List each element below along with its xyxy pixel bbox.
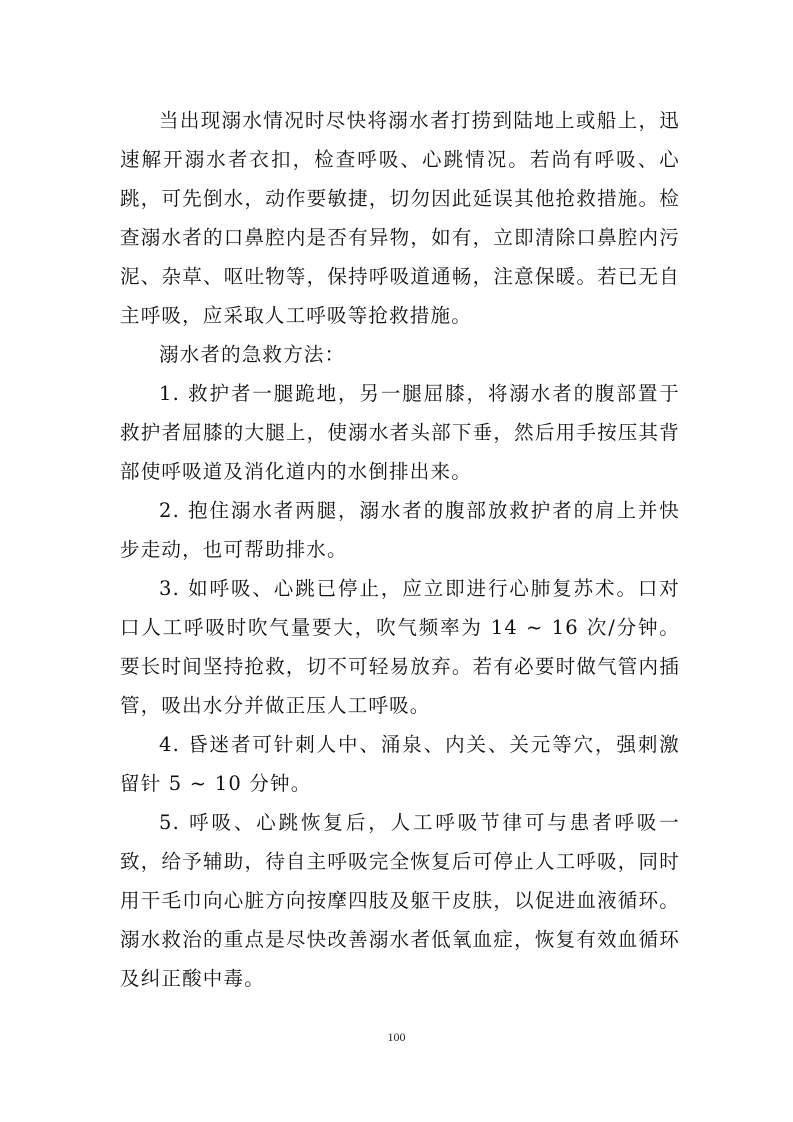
page-number: 100 <box>387 1030 406 1044</box>
document-body <box>120 101 680 998</box>
paragraph-step-2: 2. 抱住溺水者两腿，溺水者的腹部放救护者的肩上并快步走动，也可帮助排水。 <box>120 499 680 561</box>
paragraph-step-3: 3. 如呼吸、心跳已停止，应立即进行心肺复苏术。口对口人工呼吸时吹气量要大，吹气频率为 14 ~ 16 次/分钟。要长时间坚持抢救，切不可轻易放弃。若有必要时做气管内插管，吸出水分并做正压人工呼吸。 <box>120 577 680 717</box>
paragraph-intro: 当出现溺水情况时尽快将溺水者打捞到陆地上或船上，迅速解开溺水者衣扣，检查呼吸、心跳情况。若尚有呼吸、心跳，可先倒水，动作要敏捷，切勿因此延误其他抢救措施。检查溺水者的口鼻腔内是否有异物，如有，立即清除口鼻腔内污泥、杂草、呕吐物等，保持呼吸道通畅，注意保暖。若已无自主呼吸，应采取人工呼吸等抢救措施。 <box>120 109 680 327</box>
paragraph-step-5: 5. 呼吸、心跳恢复后，人工呼吸节律可与患者呼吸一致，给予辅助，待自主呼吸完全恢复后可停止人工呼吸，同时用干毛巾向心脏方向按摩四肢及躯干皮肤，以促进血液循环。溺水救治的重点是尽快改善溺水者低氧血症，恢复有效血循环及纠正酸中毒。 <box>120 811 680 990</box>
paragraph-step-1: 1. 救护者一腿跪地，另一腿屈膝，将溺水者的腹部置于救护者屈膝的大腿上，使溺水者头部下垂，然后用手按压其背部使呼吸道及消化道内的水倒排出来。 <box>120 382 680 483</box>
paragraph-step-4: 4. 昏迷者可针刺人中、涌泉、内关、关元等穴，强刺激留针 5 ~ 10 分钟。 <box>120 733 680 795</box>
paragraph-methods-heading: 溺水者的急救方法： <box>159 343 346 366</box>
